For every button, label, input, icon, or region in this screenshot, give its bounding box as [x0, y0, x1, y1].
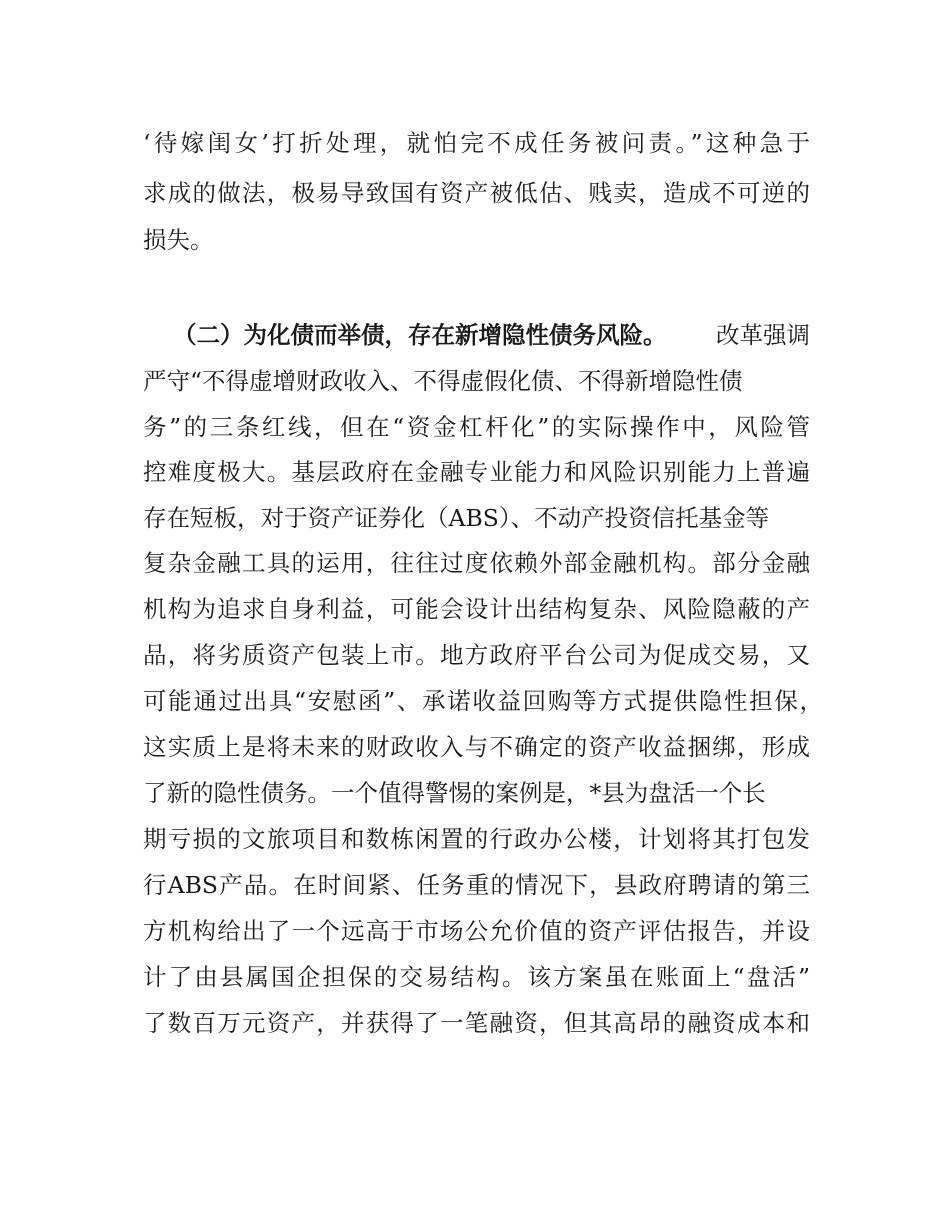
paragraph-line: 了数百万元资产，并获得了一笔融资，但其高昂的融资成本和 — [143, 1009, 810, 1037]
paragraph-line: 务”的三条红线，但在“资金杠杆化”的实际操作中，风险管 — [143, 413, 810, 441]
paragraph-line: 行ABS产品。在时间紧、任务重的情况下，县政府聘请的第三 — [143, 871, 810, 899]
paragraph-line: 可能通过出具“安慰函”、承诺收益回购等方式提供隐性担保， — [143, 687, 823, 715]
paragraph-line: 严守“不得虚增财政收入、不得虚假化债、不得新增隐性债 — [143, 367, 743, 395]
paragraph-line: ‘待嫁闺女’打折处理，就怕完不成任务被问责。”这种急于 — [143, 129, 810, 157]
paragraph-line: 复杂金融工具的运用，往往过度依赖外部金融机构。部分金融 — [143, 549, 810, 577]
paragraph-line: 了新的隐性债务。一个值得警惕的案例是，*县为盘活一个长 — [143, 779, 766, 807]
section-heading-line — [173, 320, 810, 350]
paragraph-line: 这实质上是将未来的财政收入与不确定的资产收益捆绑，形成 — [143, 733, 810, 761]
paragraph-line: 品，将劣质资产包装上市。地方政府平台公司为促成交易，又 — [143, 641, 810, 669]
paragraph-line: 方机构给出了一个远高于市场公允价值的资产评估报告，并设 — [143, 917, 810, 945]
paragraph-text: 改革强调 — [716, 321, 810, 349]
paragraph-line: 控难度极大。基层政府在金融专业能力和风险识别能力上普遍 — [143, 458, 810, 486]
section-heading: （二）为化债而举债，存在新增隐性债务风险。 — [173, 321, 667, 349]
paragraph-line: 求成的做法，极易导致国有资产被低估、贱卖，造成不可逆的 — [143, 179, 810, 207]
paragraph-line: 损失。 — [143, 226, 214, 254]
paragraph-line: 机构为追求自身利益，可能会设计出结构复杂、风险隐蔽的产 — [143, 595, 810, 623]
paragraph-line: 存在短板，对于资产证券化（ABS）、不动产投资信托基金等 — [143, 504, 770, 532]
paragraph-line: 计了由县属国企担保的交易结构。该方案虽在账面上“盘活” — [143, 963, 810, 991]
paragraph-line: 期亏损的文旅项目和数栋闲置的行政办公楼，计划将其打包发 — [143, 825, 810, 853]
